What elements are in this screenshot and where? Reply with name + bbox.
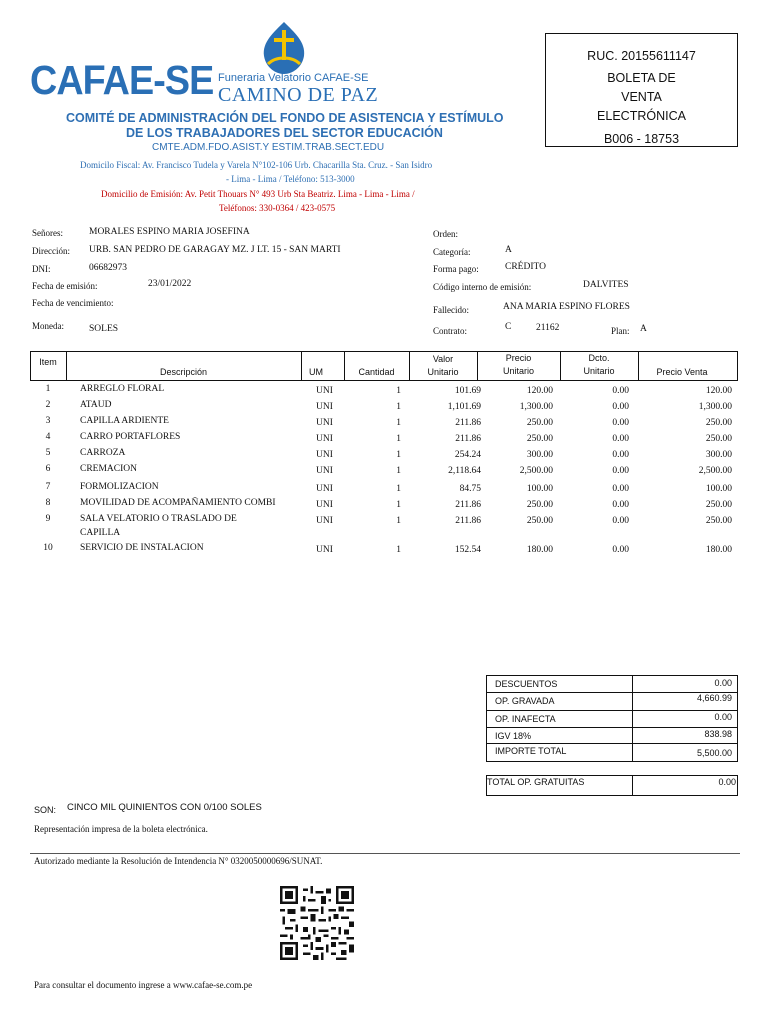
- cell-item: 1: [45, 384, 51, 394]
- header-descripcion: Descripción: [159, 367, 208, 377]
- totals-rule: [486, 727, 738, 728]
- fallecido-value: ANA MARIA ESPINO FLORES: [503, 302, 630, 312]
- cell-item: 8: [45, 498, 51, 508]
- descuentos-value: 0.00: [714, 678, 732, 688]
- representacion-text: Representación impresa de la boleta electrónica.: [34, 824, 208, 834]
- gratuitas-divider: [632, 775, 633, 796]
- importe-total-value: 5,500.00: [696, 748, 732, 758]
- fecha-emision-value: 23/01/2022: [148, 279, 192, 289]
- cell-desc: CARRO PORTAFLORES: [80, 432, 181, 442]
- fallecido-label: Fallecido:: [433, 305, 469, 315]
- cell-dcto: 0.00: [612, 450, 629, 460]
- header-dcto-2: Unitario: [583, 366, 615, 376]
- cafae-se-logo: CAFAE-SE: [30, 57, 214, 103]
- cell-item: 9: [45, 514, 51, 524]
- cell-venta: 120.00: [705, 386, 732, 396]
- cell-dcto: 0.00: [612, 516, 629, 526]
- qr-code-icon: [280, 886, 354, 960]
- org-name-line2: DE LOS TRABAJADORES DEL SECTOR EDUCACIÓN: [126, 126, 443, 140]
- cell-desc-continued: CAPILLA: [80, 528, 121, 538]
- autorizado-text: Autorizado mediante la Resolución de Intendencia N° 0320050000696/SUNAT.: [34, 856, 323, 866]
- cell-valor: 84.75: [459, 484, 481, 494]
- cell-precio: 100.00: [526, 484, 553, 494]
- cell-desc: ARREGLO FLORAL: [80, 384, 165, 394]
- fecha-emision-label: Fecha de emisión:: [32, 281, 98, 291]
- header-precio-venta: Precio Venta: [656, 367, 708, 377]
- fiscal-address: Domicilo Fiscal: Av. Francisco Tudela y Varela N°102-106 Urb. Chacarilla Sta. Cruz. - San Isidro: [80, 160, 433, 170]
- contrato-label: Contrato:: [433, 326, 467, 336]
- totals-divider: [632, 675, 633, 762]
- dni-label: DNI:: [32, 264, 51, 274]
- org-short-name: CMTE.ADM.FDO.ASIST.Y ESTIM.TRAB.SECT.EDU: [152, 142, 385, 153]
- fecha-vencimiento-label: Fecha de vencimiento:: [32, 298, 114, 308]
- ruc-number: RUC. 20155611147: [587, 49, 696, 63]
- cell-um: UNI: [316, 450, 333, 460]
- cell-precio: 1,300.00: [519, 402, 553, 412]
- cell-venta: 250.00: [705, 516, 732, 526]
- doc-type-line1: BOLETA DE: [607, 71, 676, 85]
- cell-valor: 211.86: [455, 434, 481, 444]
- op-inafecta-label: OP. INAFECTA: [495, 714, 556, 724]
- doc-serie: B006 - 18753: [603, 132, 680, 146]
- cell-um: UNI: [316, 418, 333, 428]
- cell-item: 7: [45, 482, 51, 492]
- forma-pago-label: Forma pago:: [433, 264, 479, 274]
- cell-precio: 250.00: [526, 418, 553, 428]
- op-gravada-label: OP. GRAVADA: [495, 696, 555, 706]
- cell-valor: 2,118.64: [448, 466, 481, 476]
- cell-venta: 180.00: [705, 545, 732, 555]
- moneda-label: Moneda:: [32, 321, 64, 331]
- emission-phones: Teléfonos: 330-0364 / 423-0575: [219, 203, 336, 213]
- cell-desc: MOVILIDAD DE ACOMPAÑAMIENTO COMBI: [80, 498, 276, 508]
- gratuitas-value: 0.00: [718, 777, 736, 787]
- emission-address: Domicilio de Emisión: Av. Petit Thouars N° 493 Urb Sta Beatriz. Lima - Lima - Lima /: [101, 189, 415, 199]
- footer-divider: [30, 853, 740, 854]
- categoria-value: A: [505, 245, 512, 255]
- cell-dcto: 0.00: [612, 545, 629, 555]
- cell-item: 4: [45, 432, 51, 442]
- header-cantidad: Cantidad: [358, 367, 395, 377]
- cell-desc: CREMACION: [80, 464, 138, 474]
- cell-venta: 300.00: [705, 450, 732, 460]
- cell-desc: SALA VELATORIO O TRASLADO DE: [80, 514, 237, 524]
- cell-dcto: 0.00: [612, 484, 629, 494]
- igv-label: IGV 18%: [495, 731, 532, 741]
- direccion-label: Dirección:: [32, 246, 70, 256]
- descuentos-label: DESCUENTOS: [495, 679, 558, 689]
- cell-cant: 1: [396, 516, 401, 526]
- cell-precio: 250.00: [526, 500, 553, 510]
- moneda-value: SOLES: [89, 324, 119, 334]
- codigo-interno-label: Código interno de emisión:: [433, 282, 532, 292]
- cell-venta: 100.00: [705, 484, 732, 494]
- cell-cant: 1: [396, 500, 401, 510]
- cell-dcto: 0.00: [612, 500, 629, 510]
- cell-um: UNI: [316, 500, 333, 510]
- header-dcto-1: Dcto.: [588, 353, 610, 363]
- cell-precio: 300.00: [526, 450, 553, 460]
- cell-valor: 101.69: [454, 386, 481, 396]
- cell-precio: 2,500.00: [519, 466, 553, 476]
- cell-um: UNI: [316, 402, 333, 412]
- cell-cant: 1: [396, 466, 401, 476]
- cell-item: 2: [45, 400, 51, 410]
- cell-valor: 1,101.69: [447, 402, 481, 412]
- camino-de-paz-emblem-icon: [258, 20, 310, 76]
- header-precio-1: Precio: [505, 353, 532, 363]
- funeraria-name: Funeraria Velatorio CAFAE-SE: [218, 72, 369, 84]
- header-valor-2: Unitario: [427, 367, 459, 377]
- doc-type-line2: VENTA: [621, 90, 662, 104]
- cell-item: 6: [45, 464, 51, 474]
- cell-desc: ATAUD: [80, 400, 112, 410]
- cell-item: 5: [45, 448, 51, 458]
- cell-um: UNI: [316, 386, 333, 396]
- op-gravada-value: 4,660.99: [696, 693, 732, 703]
- cell-um: UNI: [316, 466, 333, 476]
- cell-um: UNI: [316, 545, 333, 555]
- cell-item: 10: [43, 543, 53, 553]
- cell-valor: 211.86: [455, 418, 481, 428]
- orden-label: Orden:: [433, 229, 458, 239]
- cell-cant: 1: [396, 545, 401, 555]
- cell-item: 3: [45, 416, 51, 426]
- org-name-line1: COMITÉ DE ADMINISTRACIÓN DEL FONDO DE ASISTENCIA Y ESTÍMULO: [66, 111, 504, 125]
- consultar-text: Para consultar el documento ingrese a www.cafae-se.com.pe: [34, 980, 253, 990]
- categoria-label: Categoría:: [433, 247, 471, 257]
- header-item: Item: [39, 357, 57, 367]
- cell-cant: 1: [396, 450, 401, 460]
- senores-value: MORALES ESPINO MARIA JOSEFINA: [89, 227, 250, 237]
- totals-rule: [486, 710, 738, 711]
- cell-cant: 1: [396, 418, 401, 428]
- contrato-numero: 21162: [536, 323, 560, 333]
- cell-venta: 1,300.00: [698, 402, 732, 412]
- cell-precio: 120.00: [526, 386, 553, 396]
- cell-cant: 1: [396, 434, 401, 444]
- cell-dcto: 0.00: [612, 402, 629, 412]
- cell-precio: 180.00: [526, 545, 553, 555]
- cell-venta: 250.00: [705, 418, 732, 428]
- forma-pago-value: CRÉDITO: [505, 262, 546, 272]
- cell-desc: SERVICIO DE INSTALACION: [80, 543, 204, 553]
- plan-value: A: [640, 324, 647, 334]
- gratuitas-label: TOTAL OP. GRATUITAS: [487, 777, 585, 787]
- op-inafecta-value: 0.00: [714, 712, 732, 722]
- totals-rule: [486, 743, 738, 744]
- igv-value: 838.98: [704, 729, 732, 739]
- son-text: CINCO MIL QUINIENTOS CON 0/100 SOLES: [67, 802, 262, 813]
- cell-dcto: 0.00: [612, 434, 629, 444]
- cell-dcto: 0.00: [612, 466, 629, 476]
- cell-valor: 254.24: [454, 450, 481, 460]
- fiscal-phone: - Lima - Lima / Teléfono: 513-3000: [226, 174, 355, 184]
- doc-type-line3: ELECTRÓNICA: [597, 109, 686, 123]
- cell-valor: 211.86: [455, 500, 481, 510]
- cell-venta: 2,500.00: [698, 466, 732, 476]
- plan-label: Plan:: [611, 326, 630, 336]
- ruc-box: [545, 33, 738, 147]
- cell-um: UNI: [316, 434, 333, 444]
- cell-valor: 211.86: [455, 516, 481, 526]
- codigo-interno-value: DALVITES: [583, 280, 629, 290]
- cell-dcto: 0.00: [612, 386, 629, 396]
- importe-total-label: IMPORTE TOTAL: [495, 746, 567, 756]
- cell-precio: 250.00: [526, 516, 553, 526]
- dni-value: 06682973: [89, 263, 127, 273]
- cell-valor: 152.54: [454, 545, 481, 555]
- cell-desc: CAPILLA ARDIENTE: [80, 416, 169, 426]
- senores-label: Señores:: [32, 228, 63, 238]
- son-label: SON:: [34, 805, 57, 815]
- cell-precio: 250.00: [526, 434, 553, 444]
- cell-um: UNI: [316, 516, 333, 526]
- cell-desc: FORMOLIZACION: [80, 482, 159, 492]
- cell-cant: 1: [396, 402, 401, 412]
- header-valor-1: Valor: [432, 354, 454, 364]
- header-um: UM: [309, 367, 323, 377]
- cell-cant: 1: [396, 484, 401, 494]
- cell-um: UNI: [316, 484, 333, 494]
- cell-desc: CARROZA: [80, 448, 126, 458]
- contrato-tipo: C: [505, 322, 512, 332]
- header-precio-2: Unitario: [502, 366, 534, 376]
- cell-cant: 1: [396, 386, 401, 396]
- camino-de-paz-name: CAMINO DE PAZ: [218, 84, 379, 106]
- cell-venta: 250.00: [705, 500, 732, 510]
- cell-dcto: 0.00: [612, 418, 629, 428]
- cell-venta: 250.00: [705, 434, 732, 444]
- direccion-value: URB. SAN PEDRO DE GARAGAY MZ. J LT. 15 - SAN MARTI: [89, 245, 341, 255]
